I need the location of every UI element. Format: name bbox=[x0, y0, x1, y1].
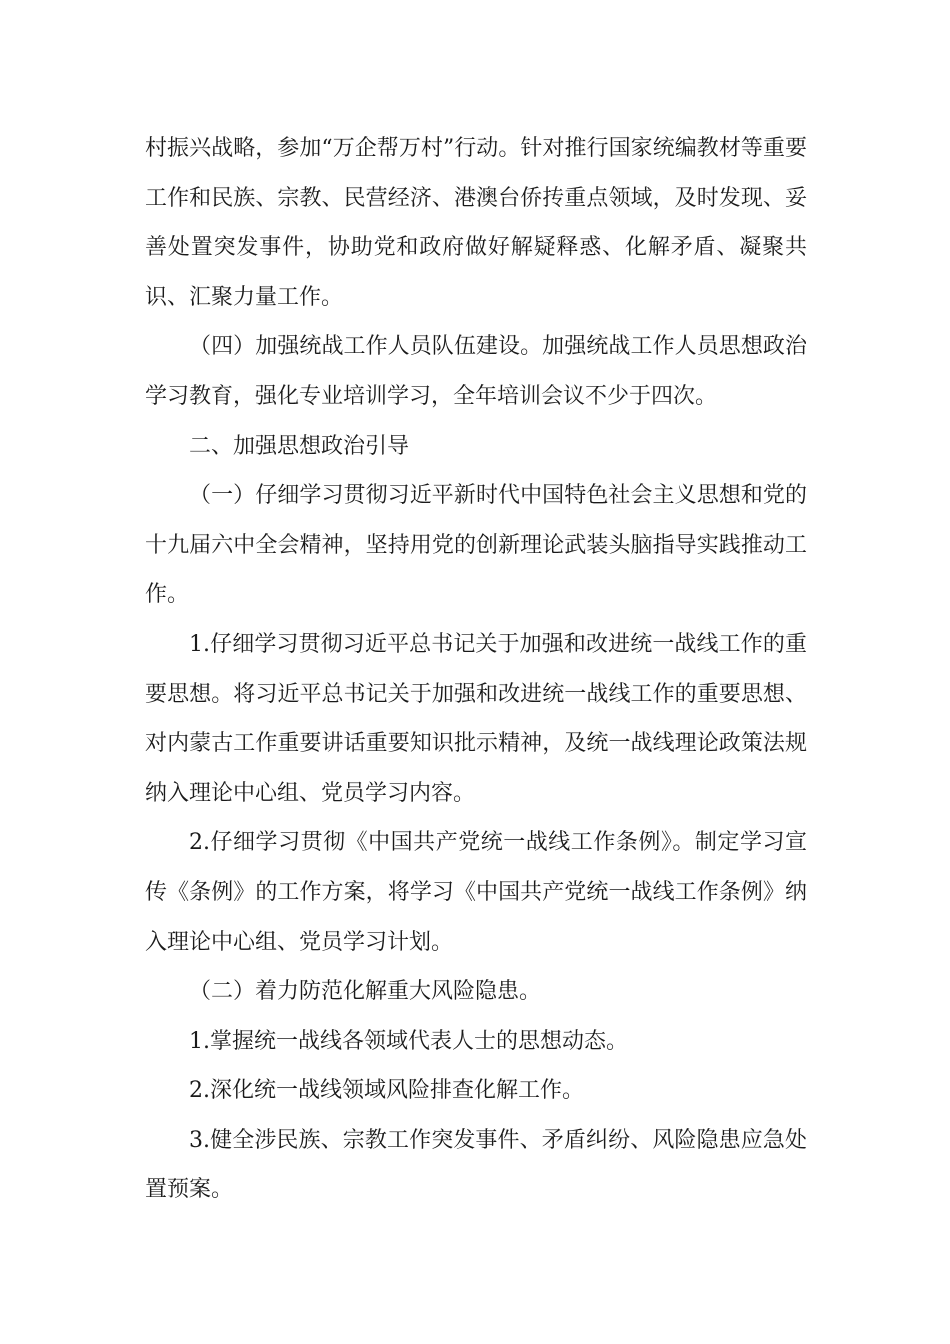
paragraph-item-2: 2.仔细学习贯彻《中国共产党统一战线工作条例》。制定学习宣传《条例》的工作方案，将学习《中国共产党统一战线工作条例》纳入理论中心组、党员学习计划。 bbox=[145, 830, 807, 955]
paragraph-continuation: 村振兴战略，参加“万企帮万村”行动。针对推行国家统编教材等重要工作和民族、宗教、民营经济、港澳台侨抟重点领域，及时发现、妥善处置突发事件，协助党和政府做好解疑释惑、化解矛盾、凝聚共识、汇聚力量工作。 bbox=[145, 136, 807, 310]
paragraph-subsection-one: （一）仔细学习贯彻习近平新时代中国特色社会主义思想和党的十九届六中全会精神，坚持用党的创新理论武装头脑指导实践推动工作。 bbox=[145, 483, 807, 608]
paragraph-section-four: （四）加强统战工作人员队伍建设。加强统战工作人员思想政治学习教育，强化专业培训学习，全年培训会议不少于四次。 bbox=[145, 334, 807, 409]
paragraph-risk-item-1: 1.掌握统一战线各领域代表人士的思想动态。 bbox=[189, 1028, 628, 1054]
document-body bbox=[145, 124, 807, 1215]
paragraph-item-1: 1.仔细学习贯彻习近平总书记关于加强和改进统一战线工作的重要思想。将习近平总书记关于加强和改进统一战线工作的重要思想、对内蒙古工作重要讲话重要知识批示精神，及统一战线理论政策法规纳入理论中心组、党员学习内容。 bbox=[145, 631, 807, 806]
paragraph-subsection-two: （二）着力防范化解重大风险隐患。 bbox=[189, 979, 542, 1005]
paragraph-risk-item-2: 2.深化统一战线领域风险排查化解工作。 bbox=[189, 1078, 584, 1104]
paragraph-risk-item-3: 3.健全涉民族、宗教工作突发事件、矛盾纠纷、风险隐患应急处置预案。 bbox=[145, 1127, 807, 1203]
section-heading-two: 二、加强思想政治引导 bbox=[189, 433, 410, 459]
